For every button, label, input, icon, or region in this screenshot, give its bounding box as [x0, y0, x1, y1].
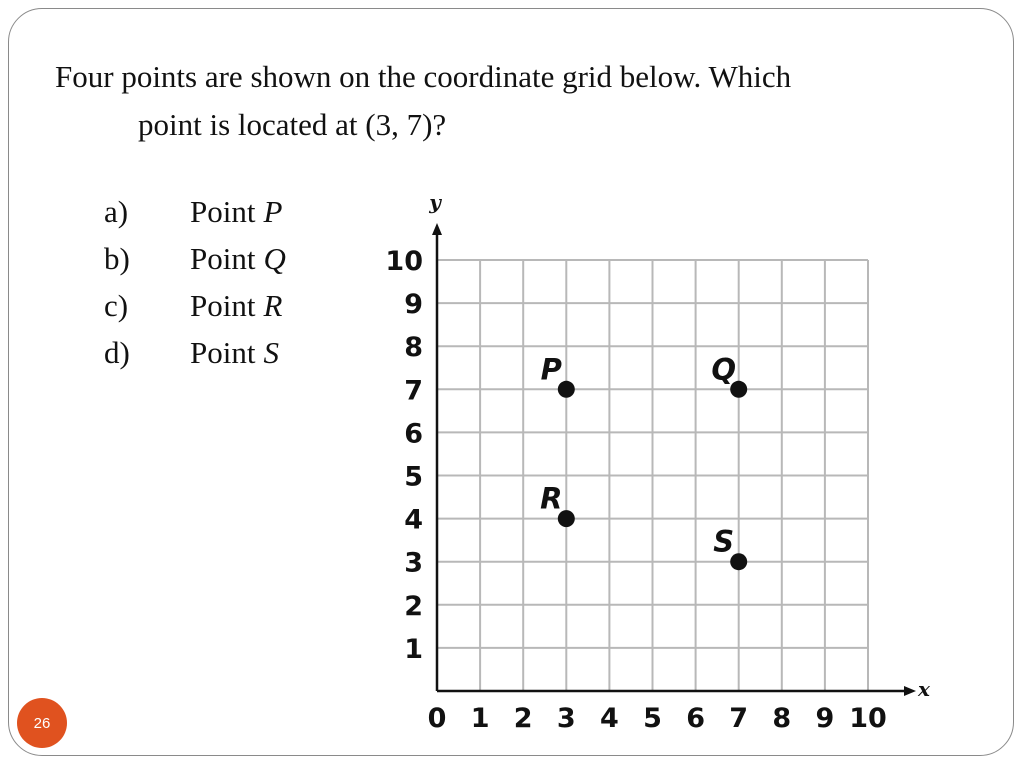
- option-a[interactable]: [104, 194, 286, 241]
- option-text: Point S: [190, 335, 279, 370]
- point-r-label: R: [540, 481, 563, 516]
- x-tick-label: 4: [600, 703, 619, 734]
- y-tick-label: 7: [404, 375, 423, 407]
- option-text: Point Q: [190, 241, 286, 276]
- y-tick-label: 6: [404, 418, 423, 450]
- option-point: Q: [263, 241, 286, 276]
- option-letter: c): [104, 288, 129, 323]
- question-line-2: point is located at (3, 7)?: [138, 107, 447, 142]
- y-tick-label: 8: [404, 332, 423, 364]
- option-letter: d): [104, 335, 130, 370]
- y-tick-label: 3: [404, 547, 423, 579]
- option-b[interactable]: [104, 241, 286, 288]
- x-axis-arrow: [904, 686, 916, 696]
- option-text: Point P: [190, 194, 283, 229]
- y-tick-label: 9: [404, 289, 423, 321]
- option-d[interactable]: [104, 335, 286, 382]
- x-tick-label: 1: [470, 703, 490, 734]
- x-tick-label: 3: [556, 703, 576, 734]
- x-tick-label: 2: [513, 703, 533, 734]
- y-tick-label: 1: [404, 633, 423, 665]
- x-tick-label: 5: [643, 703, 662, 734]
- answer-options: [104, 194, 286, 382]
- x-tick-label: 7: [729, 703, 749, 734]
- y-tick-label: 4: [404, 504, 423, 536]
- x-tick-label: 10: [849, 703, 887, 734]
- option-point: P: [263, 194, 283, 229]
- y-axis-label: y: [429, 195, 441, 214]
- y-tick-label: 5: [404, 461, 423, 493]
- y-tick-label: 2: [404, 590, 423, 622]
- point-s-label: S: [713, 524, 735, 559]
- option-point: S: [263, 335, 279, 370]
- x-tick-label: 9: [815, 703, 835, 734]
- coordinate-grid-chart: [380, 195, 960, 750]
- option-text: Point R: [190, 288, 283, 323]
- option-letter: a): [104, 194, 129, 229]
- option-c[interactable]: [104, 288, 286, 335]
- x-tick-label: 8: [772, 703, 792, 734]
- x-tick-label: 0: [427, 703, 447, 734]
- option-point: R: [263, 288, 283, 323]
- point-p-label: P: [540, 352, 562, 387]
- question-line-1: Four points are shown on the coordinate grid below. Which: [55, 59, 792, 94]
- point-q-label: Q: [711, 352, 737, 387]
- y-tick-label: 10: [385, 246, 423, 277]
- question-text: [55, 53, 955, 149]
- option-letter: b): [104, 241, 130, 276]
- y-axis-arrow: [432, 223, 442, 235]
- x-tick-label: 6: [686, 703, 705, 734]
- page-number-badge: 26: [17, 698, 67, 748]
- x-axis-label: x: [918, 677, 930, 701]
